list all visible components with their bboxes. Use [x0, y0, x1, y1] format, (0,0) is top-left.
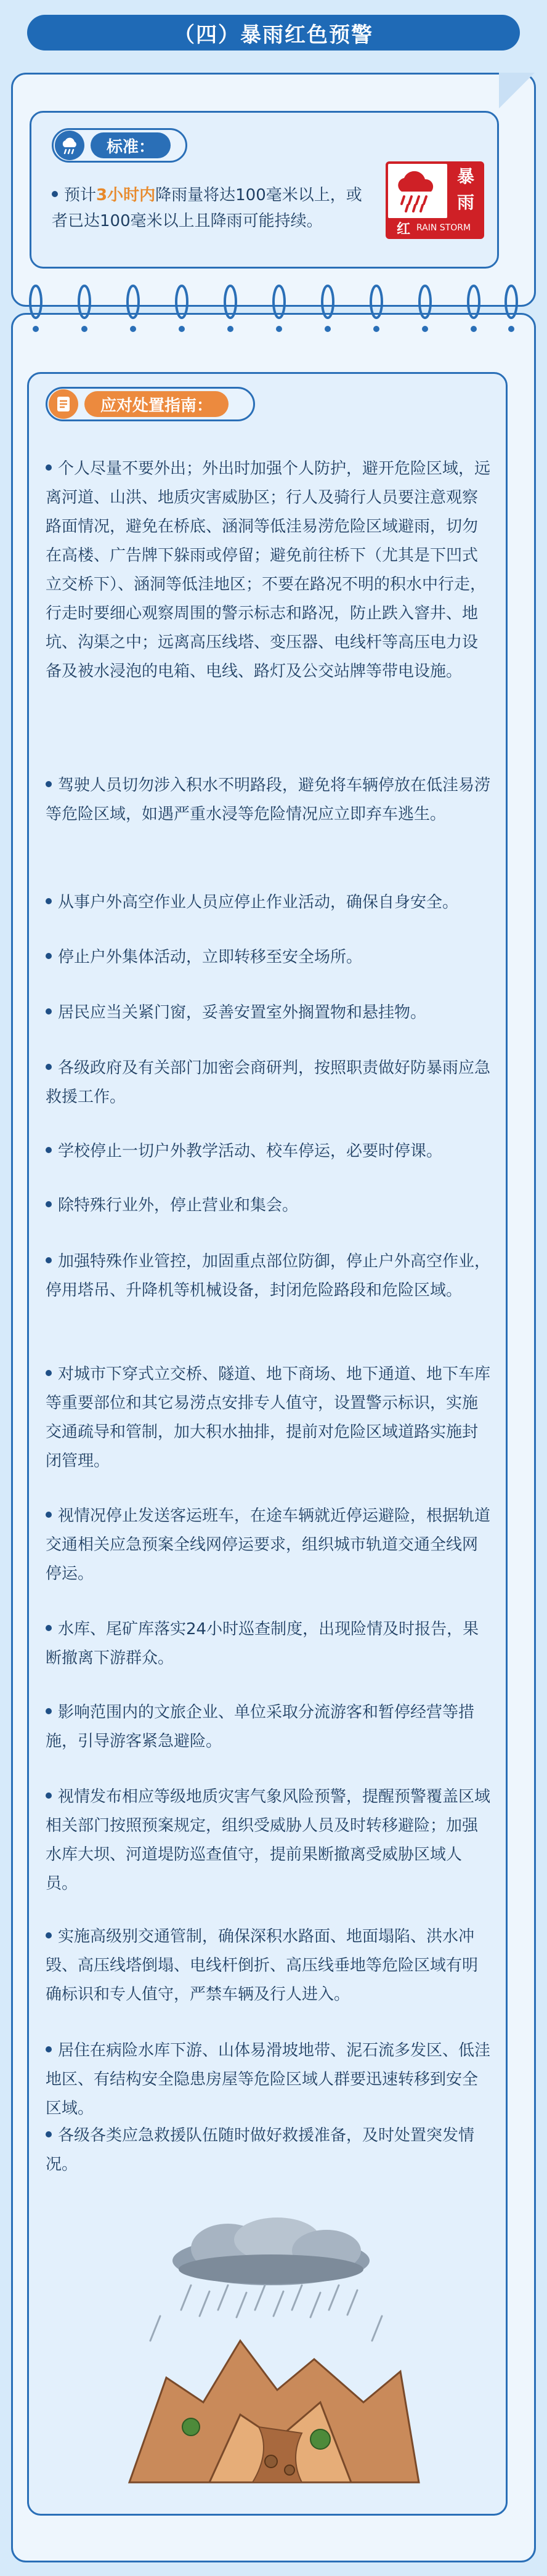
rain-cloud-icon — [55, 131, 84, 160]
guide-item-14: 视情发布相应等级地质灾害气象风险预警，提醒预警覆盖区域相关部门按照预案规定，组织受威胁人员及时转移避险；加强水库大坝、河道堤防巡查值守，提前果断撤离受威胁区域人员。 — [46, 1788, 491, 1893]
guide-item-3: 从事户外高空作业人员应停止作业活动，确保自身安全。 — [46, 888, 492, 917]
guide-item-5: 居民应当关紧门窗，妥善安置室外搁置物和悬挂物。 — [46, 998, 492, 1027]
guide-item-17: 各级各类应急救援队伍随时做好救援准备，及时处置突发情况。 — [46, 2126, 475, 2174]
guide-item-13: 影响范围内的文旅企业、单位采取分流游客和暂停经营等措施，引导游客紧急避险。 — [46, 1703, 475, 1751]
guide-tag — [46, 387, 255, 421]
mountain-icon — [129, 2341, 419, 2482]
red-rainstorm-warning-badge — [386, 161, 484, 239]
rainstorm-icon — [388, 164, 447, 218]
guide-item-16: 居住在病险水库下游、山体易滑坡地带、泥石流多发区、低洼地区、有结构安全隐患房屋等危险区域人群要迅速转移到安全区域。 — [46, 2041, 491, 2118]
guide-item-7: 学校停止一切户外教学活动、校车停运，必要时停课。 — [46, 1137, 492, 1166]
standard-tag — [52, 128, 187, 163]
guide-item-4: 停止户外集体活动，立即转移至安全场所。 — [46, 943, 492, 972]
guide-item-1: 个人尽量不要外出；外出时加强个人防护，避开危险区域，远离河道、山洪、地质灾害威胁区；行人及骑行人员要注意观察路面情况，避免在桥底、涵洞等低洼易涝危险区域避雨，切勿在高楼、广告牌下躲雨或停留；避免前往桥下（尤其是下凹式立交桥下）、涵洞等低洼地区；不要在路况不明的积水中行走，行走时要细心观察周围的警示标志和路况，防止跌入窨井、地坑、沟渠之中；远离高压线塔、变压器、电线杆等高压电力设备及被水浸泡的电箱、电线、路灯及公交站牌等带电设施。 — [46, 460, 491, 681]
section-title-text: （四）暴雨红色预警 — [174, 22, 373, 47]
guide-item-11: 视情况停止发送客运班车，在途车辆就近停运避险，根据轨道交通相关应急预案全线网停运要求，组织城市轨道交通全线网停运。 — [46, 1507, 491, 1583]
document-icon — [49, 389, 78, 419]
badge-chars: 暴 雨 — [456, 166, 474, 213]
rain-lines — [150, 2285, 382, 2341]
standard-description: 预计3小时内降雨量将达100毫米以上，或者已达100毫米以上且降雨可能持续。 — [52, 186, 362, 230]
highlight-text: 3小时内 — [96, 186, 156, 205]
guide-item-9: 加强特殊作业管控，加固重点部位防御，停止户外高空作业，停用塔吊、升降机等机械设备，封闭危险路段和危险区域。 — [46, 1252, 491, 1300]
bullet-dot — [52, 191, 58, 197]
guide-item-15: 实施高级别交通管制，确保深积水路面、地面塌陷、洪水冲毁、高压线塔倒塌、电线杆倒折、高压线垂地等危险区域有明确标识和专人值守，严禁车辆及行人进入。 — [46, 1927, 479, 2004]
storm-cloud-icon — [172, 2218, 370, 2285]
badge-bottom: 红 RAIN STORM — [397, 221, 471, 237]
guide-item-2: 驾驶人员切勿涉入积水不明路段，避免将车辆停放在低洼易涝等危险区域，如遇严重水浸等危险情况应立即弃车逃生。 — [46, 776, 491, 824]
section-title — [27, 15, 520, 51]
guide-label: 应对处置指南： — [84, 391, 229, 417]
guide-item-6: 各级政府及有关部门加密会商研判，按照职责做好防暴雨应急救援工作。 — [46, 1059, 491, 1106]
guide-item-8: 除特殊行业外，停止营业和集会。 — [46, 1191, 492, 1220]
guide-item-10: 对城市下穿式立交桥、隧道、地下商场、地下通道、地下车库等重要部位和其它易涝点安排专人值守，设置警示标识，实施交通疏导和管制，加大积水抽排，提前对危险区域道路实施封闭管理。 — [46, 1365, 491, 1470]
landslide-illustration — [117, 2218, 425, 2489]
guide-item-12: 水库、尾矿库落实24小时巡查制度，出现险情及时报告，果断撤离下游群众。 — [46, 1620, 479, 1667]
page-fold-corner — [499, 73, 535, 108]
standard-label: 标准： — [91, 132, 171, 158]
